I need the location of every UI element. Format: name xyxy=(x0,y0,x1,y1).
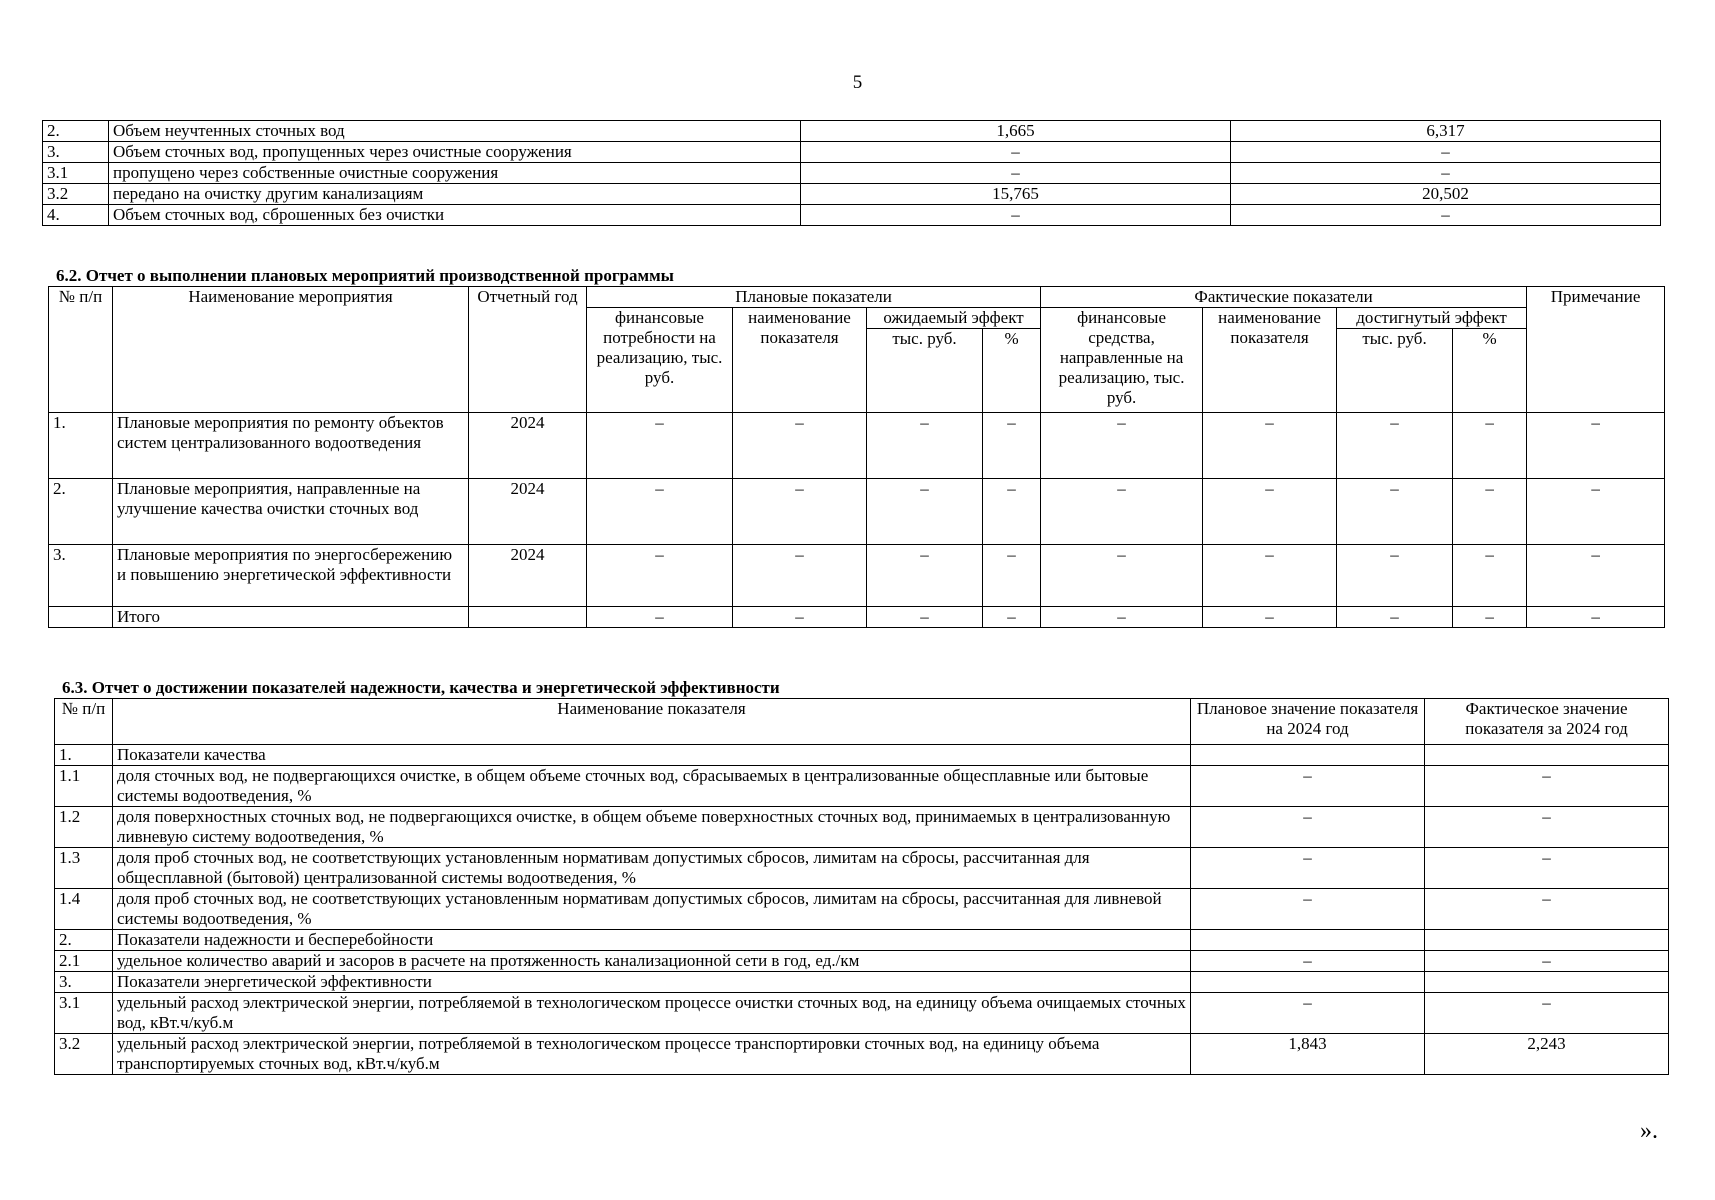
value-cell: – xyxy=(1527,607,1665,628)
table-row xyxy=(43,184,1661,205)
value-cell: – xyxy=(801,163,1231,184)
year-cell: 2024 xyxy=(469,413,587,479)
value-cell: – xyxy=(1041,545,1203,607)
value-cell: – xyxy=(1453,413,1527,479)
value-cell: – xyxy=(1203,545,1337,607)
value-cell: – xyxy=(1527,545,1665,607)
row-number: 2. xyxy=(55,930,113,951)
indicator-name: Показатели качества xyxy=(113,745,1191,766)
table-row xyxy=(49,545,1665,607)
water-volume-table xyxy=(42,120,1661,226)
row-name: передано на очистку другим канализациям xyxy=(109,184,801,205)
row-number: 3. xyxy=(43,142,109,163)
year-cell xyxy=(469,607,587,628)
col-header-plan-ind: наименование показателя xyxy=(733,308,867,413)
col-header-actual: Фактические показатели xyxy=(1041,287,1527,308)
fact-value: – xyxy=(1425,807,1669,848)
table-row xyxy=(55,993,1669,1034)
value-cell: – xyxy=(1527,413,1665,479)
planned-activities-table xyxy=(48,286,1665,628)
plan-value: – xyxy=(1191,766,1425,807)
fact-value: – xyxy=(1425,848,1669,889)
col-header-thous: тыс. руб. xyxy=(1337,329,1453,413)
indicator-name: доля проб сточных вод, не соответствующих установленным нормативам допустимых сбросов, лимитам на сбросы, рассчитанная для общесплавной (бытовой) централизованной системы водоотведения, % xyxy=(113,848,1191,889)
row-name: пропущено через собственные очистные сооружения xyxy=(109,163,801,184)
value-cell: – xyxy=(1527,479,1665,545)
value-cell: – xyxy=(983,413,1041,479)
row-number: 1.2 xyxy=(55,807,113,848)
fact-value: – xyxy=(1425,993,1669,1034)
table-row xyxy=(55,766,1669,807)
indicator-name: Показатели надежности и бесперебойности xyxy=(113,930,1191,951)
plan-value xyxy=(1191,930,1425,951)
col-header-act-fin: финансовые средства, направленные на реализацию, тыс. руб. xyxy=(1041,308,1203,413)
col-header-plan: Плановое значение показателя на 2024 год xyxy=(1191,699,1425,745)
value-cell: – xyxy=(867,607,983,628)
value-cell: – xyxy=(867,545,983,607)
value-cell: – xyxy=(983,479,1041,545)
value-cell: – xyxy=(587,479,733,545)
row-number: 2. xyxy=(49,479,113,545)
table-row xyxy=(43,163,1661,184)
value-cell: – xyxy=(1231,205,1661,226)
activity-name: Итого xyxy=(113,607,469,628)
row-number: 3.2 xyxy=(55,1034,113,1075)
indicator-name: удельное количество аварий и засоров в расчете на протяженность канализационной сети в год, ед./км xyxy=(113,951,1191,972)
col-header-num: № п/п xyxy=(49,287,113,413)
activity-name: Плановые мероприятия по энергосбережению и повышению энергетической эффективности xyxy=(113,545,469,607)
row-name: Объем сточных вод, сброшенных без очистки xyxy=(109,205,801,226)
indicators-table xyxy=(54,698,1669,1075)
value-cell: – xyxy=(867,479,983,545)
table-row xyxy=(55,745,1669,766)
plan-value xyxy=(1191,745,1425,766)
fact-value xyxy=(1425,972,1669,993)
col-header-fact: Фактическое значение показателя за 2024 год xyxy=(1425,699,1669,745)
table-row xyxy=(55,1034,1669,1075)
year-cell: 2024 xyxy=(469,479,587,545)
table-row xyxy=(55,889,1669,930)
header-row xyxy=(49,287,1665,308)
fact-value: – xyxy=(1425,951,1669,972)
activity-name: Плановые мероприятия по ремонту объектов систем централизованного водоотведения xyxy=(113,413,469,479)
row-number: 3. xyxy=(55,972,113,993)
year-cell: 2024 xyxy=(469,545,587,607)
table-row xyxy=(49,607,1665,628)
row-number: 2. xyxy=(43,121,109,142)
fact-value: – xyxy=(1425,889,1669,930)
value-cell: – xyxy=(801,142,1231,163)
value-cell: – xyxy=(1453,545,1527,607)
indicator-name: удельный расход электрической энергии, потребляемой в технологическом процессе очистки сточных вод, на единицу объема очищаемых сточных вод, кВт.ч/куб.м xyxy=(113,993,1191,1034)
table-row xyxy=(43,121,1661,142)
value-cell: – xyxy=(1041,413,1203,479)
value-cell: – xyxy=(1203,479,1337,545)
plan-value: – xyxy=(1191,848,1425,889)
col-header-num: № п/п xyxy=(55,699,113,745)
fact-value: 2,243 xyxy=(1425,1034,1669,1075)
row-number: 1.1 xyxy=(55,766,113,807)
col-header-act-ind: наименование показателя xyxy=(1203,308,1337,413)
value-cell: – xyxy=(587,545,733,607)
col-header-thous: тыс. руб. xyxy=(867,329,983,413)
table-row xyxy=(55,951,1669,972)
value-cell: – xyxy=(1453,607,1527,628)
value-cell: – xyxy=(1337,413,1453,479)
indicator-name: Показатели энергетической эффективности xyxy=(113,972,1191,993)
plan-value xyxy=(1191,972,1425,993)
row-number xyxy=(49,607,113,628)
row-number: 1. xyxy=(49,413,113,479)
value-cell: – xyxy=(1231,163,1661,184)
indicator-name: доля поверхностных сточных вод, не подвергающихся очистке, в общем объеме поверхностных сточных вод, принимаемых в централизованную ливневую систему водоотведения, % xyxy=(113,807,1191,848)
header-row xyxy=(55,699,1669,745)
plan-value: – xyxy=(1191,807,1425,848)
value-cell: – xyxy=(733,545,867,607)
plan-value: – xyxy=(1191,993,1425,1034)
value-cell: – xyxy=(1337,545,1453,607)
col-header-plan-fin: финансовые потребности на реализацию, тыс. руб. xyxy=(587,308,733,413)
row-number: 3. xyxy=(49,545,113,607)
value-cell: – xyxy=(801,205,1231,226)
value-cell: – xyxy=(587,607,733,628)
col-header-year: Отчетный год xyxy=(469,287,587,413)
value-cell: – xyxy=(1203,413,1337,479)
table-row xyxy=(55,972,1669,993)
row-number: 1. xyxy=(55,745,113,766)
section-63-title: 6.3. Отчет о достижении показателей надежности, качества и энергетической эффективности xyxy=(62,678,780,697)
table-row xyxy=(49,479,1665,545)
fact-value xyxy=(1425,745,1669,766)
value-cell: – xyxy=(867,413,983,479)
value-cell: – xyxy=(1231,142,1661,163)
fact-value: – xyxy=(1425,766,1669,807)
col-header-pct: % xyxy=(983,329,1041,413)
col-header-pct: % xyxy=(1453,329,1527,413)
col-header-note: Примечание xyxy=(1527,287,1665,413)
value-cell: – xyxy=(1041,479,1203,545)
value-cell: 1,665 xyxy=(801,121,1231,142)
indicator-name: удельный расход электрической энергии, потребляемой в технологическом процессе транспортировки сточных вод, на единицу объема транспортируемых сточных вод, кВт.ч/куб.м xyxy=(113,1034,1191,1075)
plan-value: – xyxy=(1191,951,1425,972)
value-cell: – xyxy=(1041,607,1203,628)
table-row xyxy=(49,413,1665,479)
value-cell: – xyxy=(1203,607,1337,628)
value-cell: – xyxy=(1453,479,1527,545)
col-header-planned: Плановые показатели xyxy=(587,287,1041,308)
col-header-name: Наименование мероприятия xyxy=(113,287,469,413)
row-number: 1.4 xyxy=(55,889,113,930)
row-number: 3.1 xyxy=(55,993,113,1034)
row-number: 1.3 xyxy=(55,848,113,889)
row-name: Объем сточных вод, пропущенных через очистные сооружения xyxy=(109,142,801,163)
table-row xyxy=(43,142,1661,163)
value-cell: – xyxy=(587,413,733,479)
value-cell: – xyxy=(733,607,867,628)
value-cell: – xyxy=(983,545,1041,607)
value-cell: – xyxy=(733,479,867,545)
section-62-title: 6.2. Отчет о выполнении плановых мероприятий производственной программы xyxy=(56,266,674,285)
value-cell: – xyxy=(1337,607,1453,628)
page-number: 5 xyxy=(852,72,863,93)
activity-name: Плановые мероприятия, направленные на улучшение качества очистки сточных вод xyxy=(113,479,469,545)
row-number: 4. xyxy=(43,205,109,226)
indicator-name: доля сточных вод, не подвергающихся очистке, в общем объеме сточных вод, сбрасываемых в централизованные общесплавные или бытовые системы водоотведения, % xyxy=(113,766,1191,807)
value-cell: – xyxy=(733,413,867,479)
plan-value: 1,843 xyxy=(1191,1034,1425,1075)
row-name: Объем неучтенных сточных вод xyxy=(109,121,801,142)
value-cell: 20,502 xyxy=(1231,184,1661,205)
row-number: 3.2 xyxy=(43,184,109,205)
row-number: 3.1 xyxy=(43,163,109,184)
indicator-name: доля проб сточных вод, не соответствующих установленным нормативам допустимых сбросов, лимитам на сбросы, рассчитанная для ливневой системы водоотведения, % xyxy=(113,889,1191,930)
value-cell: – xyxy=(983,607,1041,628)
table-row xyxy=(43,205,1661,226)
table-row xyxy=(55,930,1669,951)
table-row xyxy=(55,848,1669,889)
plan-value: – xyxy=(1191,889,1425,930)
row-number: 2.1 xyxy=(55,951,113,972)
value-cell: 6,317 xyxy=(1231,121,1661,142)
col-header-name: Наименование показателя xyxy=(113,699,1191,745)
fact-value xyxy=(1425,930,1669,951)
col-header-plan-effect: ожидаемый эффект xyxy=(867,308,1041,329)
value-cell: 15,765 xyxy=(801,184,1231,205)
col-header-act-effect: достигнутый эффект xyxy=(1337,308,1527,329)
value-cell: – xyxy=(1337,479,1453,545)
closing-quote-mark: ». xyxy=(1640,1118,1658,1144)
table-row xyxy=(55,807,1669,848)
